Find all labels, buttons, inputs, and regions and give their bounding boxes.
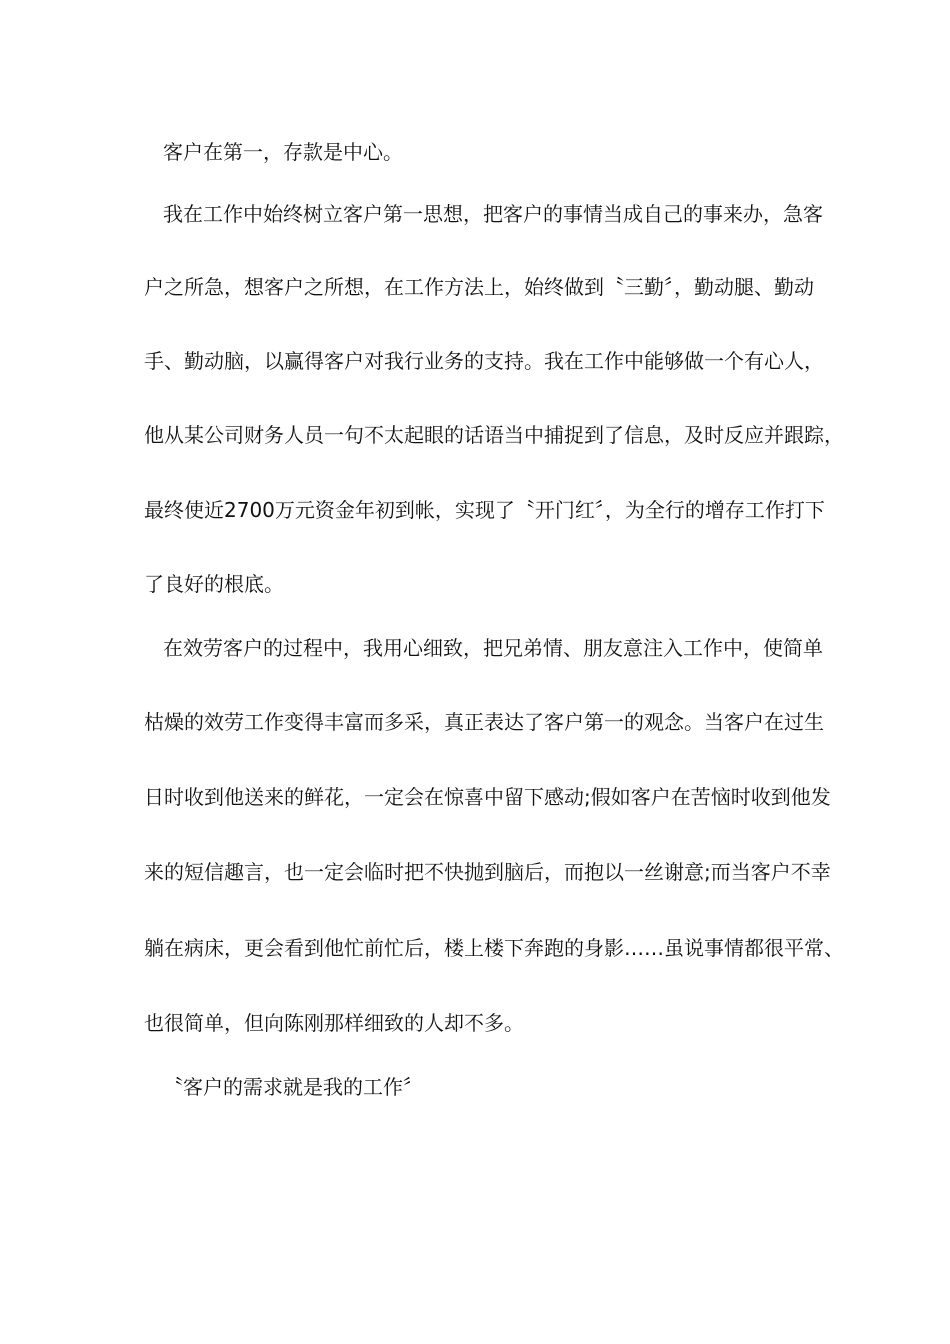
paragraph-2-line-3: 日时收到他送来的鲜花，一定会在惊喜中留下感动;假如客户在苦恼时收到他发: [144, 785, 831, 809]
paragraph-1-line-2: 户之所急，想客户之所想，在工作方法上，始终做到〝三勤〞，勤动腿、勤动: [144, 275, 814, 299]
paragraph-1-line-4: 他从某公司财务人员一句不太起眼的话语当中捕捉到了信息，及时反应并跟踪，: [144, 423, 844, 447]
paragraph-heading-1: 客户在第一，存款是中心。: [163, 140, 403, 164]
paragraph-1-line-3: 手、勤动脑，以赢得客户对我行业务的支持。我在工作中能够做一个有心人，: [144, 349, 824, 373]
paragraph-2-line-4: 来的短信趣言，也一定会临时把不快抛到脑后，而抱以一丝谢意;而当客户不幸: [144, 860, 831, 884]
paragraph-1-line-1: 我在工作中始终树立客户第一思想，把客户的事情当成自己的事来办，急客: [163, 202, 823, 226]
paragraph-heading-2: 〝客户的需求就是我的工作〞: [163, 1075, 423, 1099]
paragraph-2-line-5: 躺在病床，更会看到他忙前忙后，楼上楼下奔跑的身影……虽说事情都很平常、: [144, 936, 844, 960]
paragraph-1-line-5: 最终使近2700万元资金年初到帐，实现了〝开门红〞，为全行的增存工作打下: [144, 498, 825, 522]
paragraph-2-line-1: 在效劳客户的过程中，我用心细致，把兄弟情、朋友意注入工作中，使简单: [163, 636, 823, 660]
paragraph-2-line-6: 也很简单，但向陈刚那样细致的人却不多。: [144, 1011, 524, 1035]
paragraph-2-line-2: 枯燥的效劳工作变得丰富而多采，真正表达了客户第一的观念。当客户在过生: [144, 710, 824, 734]
paragraph-1-line-6: 了良好的根底。: [144, 572, 284, 596]
